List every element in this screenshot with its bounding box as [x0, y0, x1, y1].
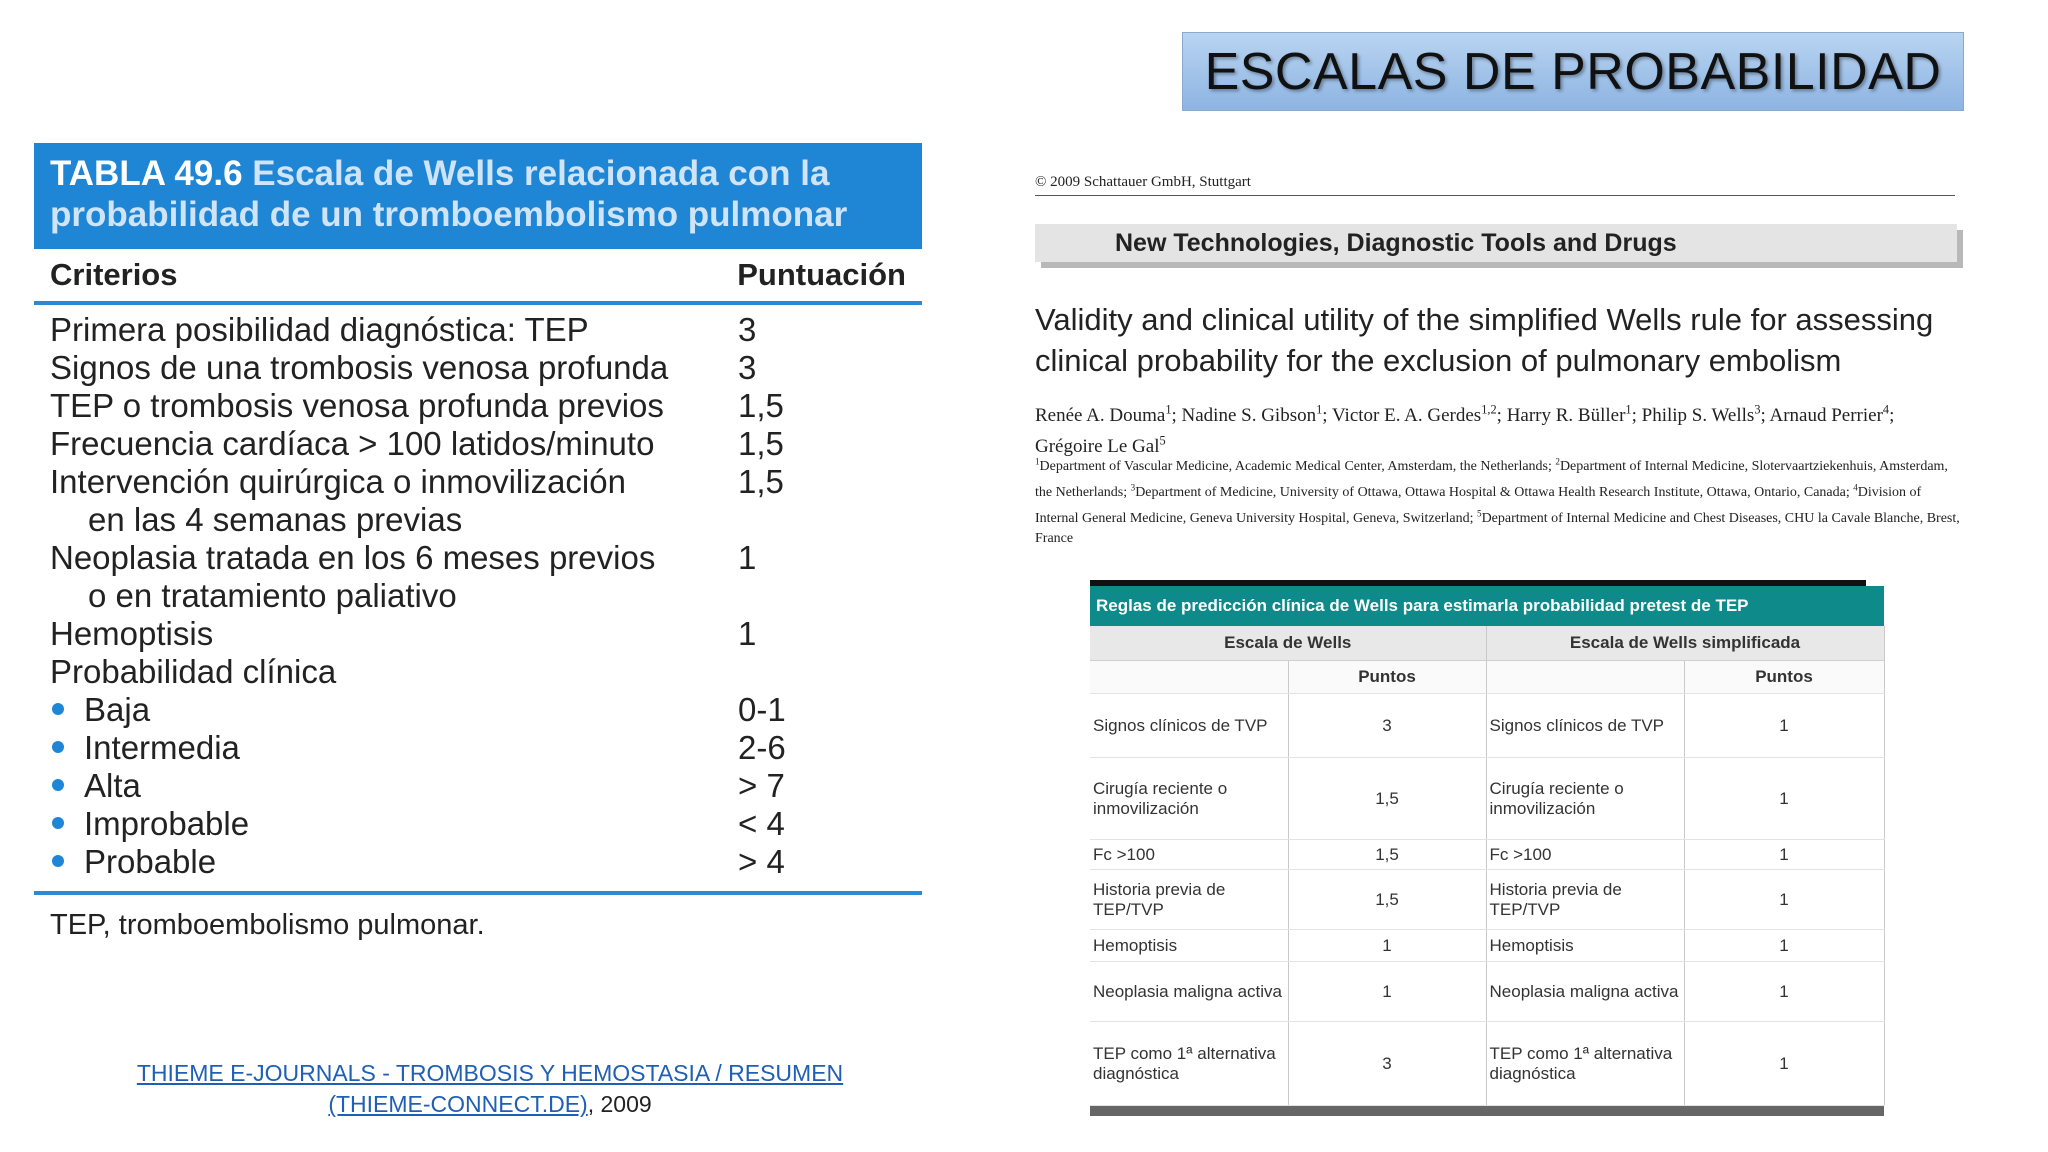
authors	[1035, 398, 1960, 459]
affiliations	[1035, 451, 1960, 550]
score: 1,5	[738, 463, 784, 500]
probability-row	[34, 691, 922, 729]
criterion-left: Hemoptisis	[1090, 930, 1288, 962]
column-header-criteria: Criterios	[50, 257, 178, 292]
copyright-line: © 2009 Schattauer GmbH, Stuttgart	[1035, 174, 1955, 196]
affiliation: $^4$Division of Internal General Medicine, Geneva University Hospital, Geneva, Switzerland;	[1035, 482, 1922, 526]
criterion-right: Signos clínicos de TVP	[1486, 694, 1684, 758]
criterion-left: TEP como 1ª alternativa diagnóstica	[1090, 1022, 1288, 1106]
author: Arnaud Perrier$^4$;	[1769, 403, 1895, 427]
criterion-right: Hemoptisis	[1486, 930, 1684, 962]
wells-prediction-table	[1090, 580, 1884, 1116]
criterion: Hemoptisis	[50, 615, 214, 652]
probability-label: Improbable	[84, 805, 250, 842]
points-right: 1	[1684, 930, 1884, 962]
bullet-icon	[52, 703, 64, 715]
puntos-header: Puntos	[1684, 661, 1884, 694]
table-row	[34, 615, 922, 653]
author: Grégoire Le Gal$^5$	[1035, 433, 1166, 457]
table-row	[34, 463, 922, 539]
criterion-line2: en las 4 semanas previas	[88, 501, 463, 538]
source-link[interactable]: THIEME E-JOURNALS - TROMBOSIS Y HEMOSTASIA / RESUMEN (THIEME-CONNECT.DE)	[136, 1060, 844, 1117]
group-header-wells: Escala de Wells	[1090, 626, 1486, 661]
affiliation: $^2$Department of Internal Medicine, Slotervaartziekenhuis, Amsterdam, the Netherlands;	[1035, 456, 1948, 500]
score	[738, 653, 922, 691]
points-right: 1	[1684, 694, 1884, 758]
author: Harry R. Büller$^1$;	[1506, 403, 1642, 427]
author: Nadine S. Gibson$^1$;	[1181, 403, 1332, 427]
bullet-icon	[52, 779, 64, 791]
bullet-icon	[52, 741, 64, 753]
table-title: Escala de Wells relacionada con la	[252, 154, 830, 193]
table-footnote: TEP, tromboembolismo pulmonar.	[50, 909, 485, 941]
section-title: New Technologies, Diagnostic Tools and Drugs	[1115, 228, 1677, 257]
probability-row	[34, 805, 922, 843]
table-row	[34, 349, 922, 387]
author: Philip S. Wells$^3$;	[1641, 403, 1770, 427]
bullet-icon	[52, 817, 64, 829]
table-row	[34, 653, 922, 691]
criterion-right: Fc >100	[1486, 840, 1684, 870]
wells-table-grid	[1090, 626, 1885, 1106]
table-row	[34, 387, 922, 425]
wells-table-49-6	[34, 143, 922, 956]
column-headers	[34, 249, 922, 305]
probability-label: Probable	[84, 843, 217, 880]
criterion: Signos de una trombosis venosa profunda	[50, 349, 669, 386]
table-number: TABLA 49.6	[50, 154, 243, 193]
author: Renée A. Douma$^1$;	[1035, 403, 1182, 427]
citation-year: , 2009	[587, 1091, 652, 1117]
probability-score: 2-6	[738, 729, 786, 766]
puntos-header-row	[1090, 661, 1884, 694]
points-left: 1,5	[1288, 870, 1486, 930]
probability-row	[34, 843, 922, 881]
probability-label: Alta	[84, 767, 141, 804]
criterion: Probabilidad clínica	[50, 653, 337, 690]
criterion-left: Fc >100	[1090, 840, 1288, 870]
wells-table-title: Reglas de predicción clínica de Wells para estimarla probabilidad pretest de TEP	[1090, 586, 1884, 626]
criterion-left: Cirugía reciente o inmovilización	[1090, 758, 1288, 840]
criterion: Frecuencia cardíaca > 100 latidos/minuto	[50, 425, 655, 462]
table-row	[1090, 962, 1884, 1022]
probability-row	[34, 729, 922, 767]
table-bottom-bar	[1090, 1106, 1884, 1116]
probability-score: > 4	[738, 843, 785, 880]
score: 1,5	[738, 425, 784, 462]
probability-score: > 7	[738, 767, 785, 804]
probability-score: 0-1	[738, 691, 786, 728]
bullet-icon	[52, 855, 64, 867]
criterion	[34, 539, 738, 615]
table-row	[34, 539, 922, 615]
affiliation: $^5$Department of Internal Medicine and Chest Diseases, CHU la Cavale Blanche, Brest, France	[1035, 508, 1960, 547]
points-right: 1	[1684, 870, 1884, 930]
author: Victor E. A. Gerdes$^{1,2}$;	[1331, 403, 1507, 427]
puntos-header: Puntos	[1288, 661, 1486, 694]
table-row	[1090, 1022, 1884, 1106]
article-title: Validity and clinical utility of the simplified Wells rule for assessing clinical probability for the exclusion of pulmonary embolism	[1035, 302, 1934, 378]
column-header-score: Puntuación	[737, 257, 906, 292]
probability-label: Intermedia	[84, 729, 240, 766]
group-header-row	[1090, 626, 1884, 661]
section-band	[1035, 224, 1957, 262]
criterion-line1: Intervención quirúrgica o inmovilización	[50, 463, 626, 500]
table-row	[1090, 870, 1884, 930]
points-left: 3	[1288, 694, 1486, 758]
points-left: 1	[1288, 930, 1486, 962]
criterion-right: Historia previa de TEP/TVP	[1486, 870, 1684, 930]
criterion: TEP o trombosis venosa profunda previos	[50, 387, 664, 424]
table-title-line2: probabilidad de un tromboembolismo pulmonar	[50, 195, 848, 234]
affiliation: $^3$Department of Medicine, University of Ottawa, Ottawa Hospital & Ottawa Health Research Institute, Ottawa, Ontario, Canada;	[1130, 482, 1854, 500]
group-header-simplified: Escala de Wells simplificada	[1486, 626, 1884, 661]
affiliation: $^1$Department of Vascular Medicine, Academic Medical Center, Amsterdam, the Netherlands;	[1035, 456, 1556, 474]
table-row	[1090, 930, 1884, 962]
criterion: Primera posibilidad diagnóstica: TEP	[50, 311, 589, 348]
score: 1,5	[738, 387, 784, 424]
criterion-line2: o en tratamiento paliativo	[88, 577, 457, 614]
criterion-left: Historia previa de TEP/TVP	[1090, 870, 1288, 930]
score: 1	[738, 539, 757, 576]
points-right: 1	[1684, 962, 1884, 1022]
probability-label: Baja	[84, 691, 151, 728]
points-right: 1	[1684, 1022, 1884, 1106]
points-right: 1	[1684, 840, 1884, 870]
criterion	[34, 463, 738, 539]
points-left: 1,5	[1288, 840, 1486, 870]
criterion-right: Neoplasia maligna activa	[1486, 962, 1684, 1022]
probability-score: < 4	[738, 805, 785, 842]
criterion-left: Signos clínicos de TVP	[1090, 694, 1288, 758]
points-left: 1,5	[1288, 758, 1486, 840]
table-row	[1090, 694, 1884, 758]
criterion-right: TEP como 1ª alternativa diagnóstica	[1486, 1022, 1684, 1106]
table-body	[34, 305, 922, 885]
score: 1	[738, 615, 757, 652]
probability-row	[34, 767, 922, 805]
score: 3	[738, 349, 757, 386]
table-row	[1090, 840, 1884, 870]
score: 3	[738, 311, 757, 348]
points-left: 1	[1288, 962, 1486, 1022]
slide-title: ESCALAS DE PROBABILIDAD	[1182, 32, 1964, 111]
citation	[100, 1058, 880, 1120]
criterion-line1: Neoplasia tratada en los 6 meses previos	[50, 539, 656, 576]
table-row	[1090, 758, 1884, 840]
table-row	[34, 425, 922, 463]
points-left: 3	[1288, 1022, 1486, 1106]
points-right: 1	[1684, 758, 1884, 840]
table-header	[34, 143, 922, 249]
table-row	[34, 311, 922, 349]
criterion-right: Cirugía reciente o inmovilización	[1486, 758, 1684, 840]
criterion-left: Neoplasia maligna activa	[1090, 962, 1288, 1022]
